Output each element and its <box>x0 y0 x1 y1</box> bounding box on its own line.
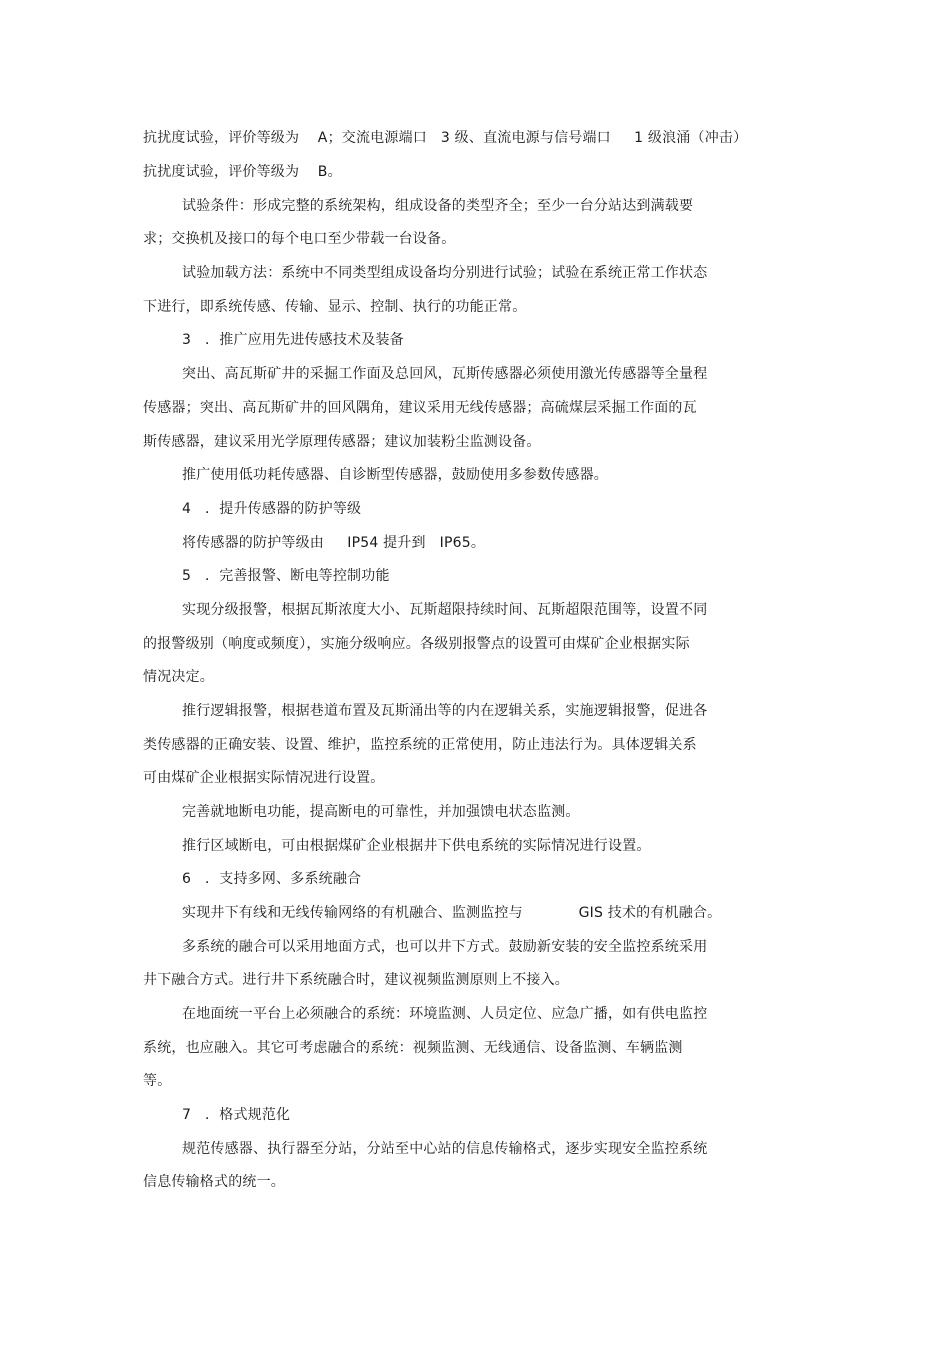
section-heading: 6 ．支持多网、多系统融合 <box>182 871 362 887</box>
text-line: 多系统的融合可以采用地面方式，也可以井下方式。鼓励新安装的安全监控系统采用 <box>182 939 708 955</box>
text-line: 推行区域断电，可由根据煤矿企业根据井下供电系统的实际情况进行设置。 <box>182 838 651 854</box>
text-line: 求；交换机及接口的每个电口至少带载一台设备。 <box>143 231 456 247</box>
text-line: 下进行，即系统传感、传输、显示、控制、执行的功能正常。 <box>143 299 527 315</box>
text-line: 传感器；突出、高瓦斯矿井的回风隅角，建议采用无线传感器；高硫煤层采掘工作面的瓦 <box>143 400 697 416</box>
text-line: 井下融合方式。进行井下系统融合时，建议视频监测原则上不接入。 <box>143 972 569 988</box>
section-heading: 7 ．格式规范化 <box>182 1107 291 1123</box>
text-line: 推行逻辑报警，根据巷道布置及瓦斯涌出等的内在逻辑关系，实施逻辑报警，促进各 <box>182 703 708 719</box>
text-line: 突出、高瓦斯矿井的采掘工作面及总回风，瓦斯传感器必须使用激光传感器等全量程 <box>182 366 708 382</box>
text-line: 抗扰度试验，评价等级为 B。 <box>143 164 342 180</box>
section-heading: 4 ．提升传感器的防护等级 <box>182 501 362 517</box>
text-line: 规范传感器、执行器至分站，分站至中心站的信息传输格式，逐步实现安全监控系统 <box>182 1141 708 1157</box>
text-line: 在地面统一平台上必须融合的系统：环境监测、人员定位、应急广播，如有供电监控 <box>182 1006 708 1022</box>
text-line: 抗扰度试验，评价等级为 A；交流电源端口 3 级、直流电源与信号端口 1 级浪涌（冲击） <box>143 130 748 146</box>
text-line: 系统，也应融入。其它可考虑融合的系统：视频监测、无线通信、设备监测、车辆监测 <box>143 1040 683 1056</box>
text-line: 等。 <box>143 1073 172 1089</box>
section-heading: 5 ．完善报警、断电等控制功能 <box>182 568 390 584</box>
text-line: 试验条件：形成完整的系统架构，组成设备的类型齐全；至少一台分站达到满载要 <box>182 198 694 214</box>
text-line: 信息传输格式的统一。 <box>143 1174 285 1190</box>
text-line: 可由煤矿企业根据实际情况进行设置。 <box>143 770 385 786</box>
text-line: 的报警级别（响度或频度），实施分级响应。各级别报警点的设置可由煤矿企业根据实际 <box>143 636 690 652</box>
text-line: 将传感器的防护等级由 IP54 提升到 IP65。 <box>182 535 486 551</box>
text-line: 推广使用低功耗传感器、自诊断型传感器，鼓励使用多参数传感器。 <box>182 467 608 483</box>
text-line: 斯传感器，建议采用光学原理传感器；建议加装粉尘监测设备。 <box>143 434 541 450</box>
section-heading: 3 ．推广应用先进传感技术及装备 <box>182 332 404 348</box>
text-line: 情况决定。 <box>143 669 214 685</box>
text-line: 实现分级报警，根据瓦斯浓度大小、瓦斯超限持续时间、瓦斯超限范围等，设置不同 <box>182 602 708 618</box>
text-line: 实现井下有线和无线传输网络的有机融合、监测监控与 GIS 技术的有机融合。 <box>182 905 722 921</box>
text-line: 类传感器的正确安装、设置、维护，监控系统的正常使用，防止违法行为。具体逻辑关系 <box>143 737 697 753</box>
text-line: 试验加载方法：系统中不同类型组成设备均分别进行试验；试验在系统正常工作状态 <box>182 265 708 281</box>
text-line: 完善就地断电功能，提高断电的可靠性，并加强馈电状态监测。 <box>182 804 580 820</box>
